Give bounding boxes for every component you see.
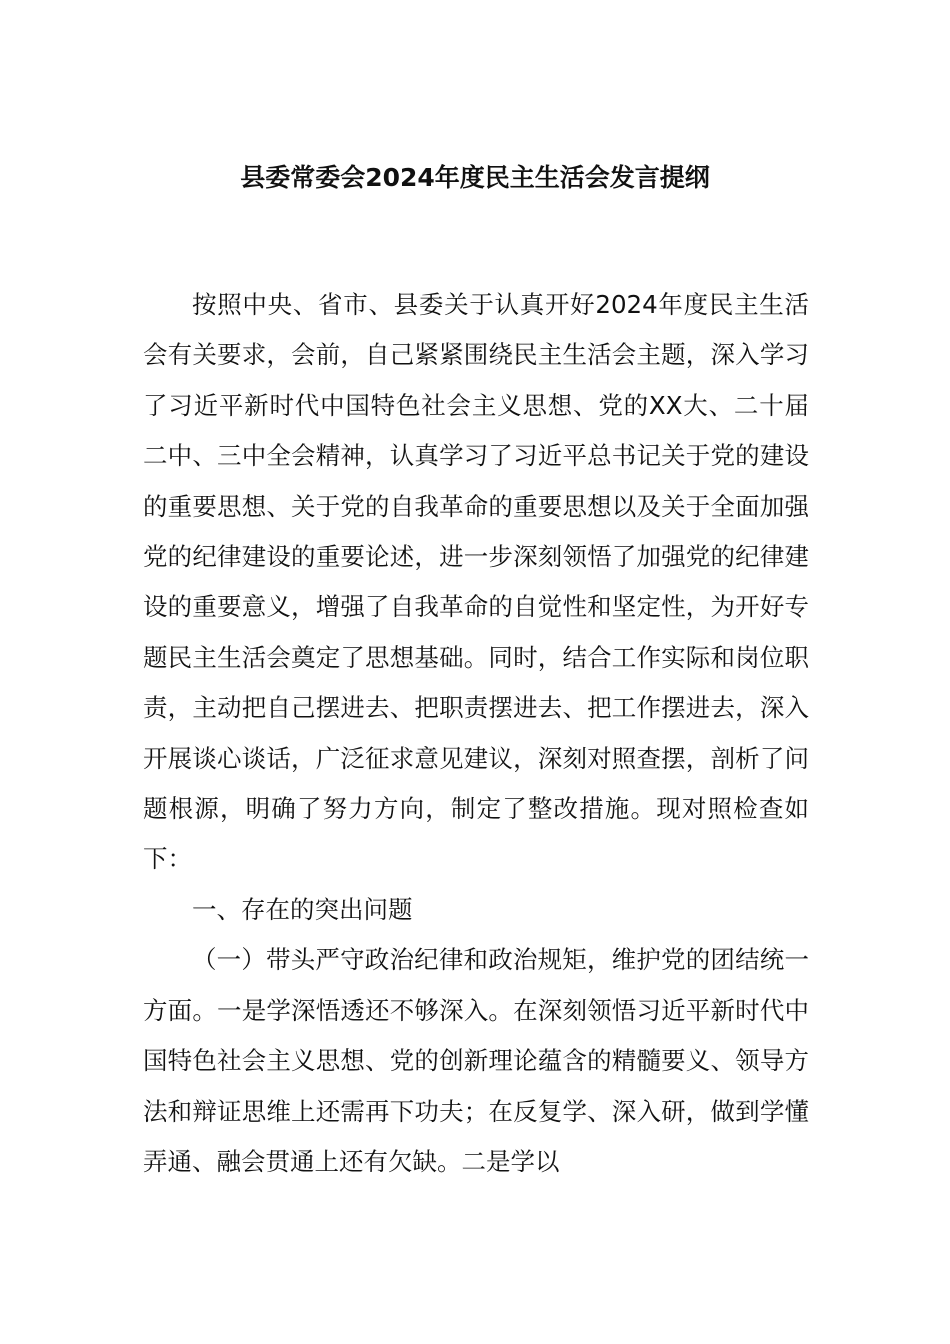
document-title: 县委常委会2024年度民主生活会发言提纲 bbox=[240, 163, 710, 192]
section1-paragraph-1: （一）带头严守政治纪律和政治规矩，维护党的团结统一方面。一是学深悟透还不够深入。在深刻领悟习近平新时代中国特色社会主义思想、党的创新理论蕴含的精髓要义、领导方法和辩证思维上还需再下功夫；在反复学、深入研，做到学懂弄通、融会贯通上还有欠缺。二是学以 bbox=[143, 945, 809, 1176]
intro-paragraph: 按照中央、省市、县委关于认真开好2024年度民主生活会有关要求，会前，自己紧紧围绕民主生活会主题，深入学习了习近平新时代中国特色社会主义思想、党的XX大、二十届二中、三中全会精神，认真学习了习近平总书记关于党的建设的重要思想、关于党的自我革命的重要思想以及关于全面加强党的纪律建设的重要论述，进一步深刻领悟了加强党的纪律建设的重要意义，增强了自我革命的自觉性和坚定性，为开好专题民主生活会奠定了思想基础。同时，结合工作实际和岗位职责，主动把自己摆进去、把职责摆进去、把工作摆进去，深入开展谈心谈话，广泛征求意见建议，深刻对照查摆，剖析了问题根源，明确了努力方向，制定了整改措施。现对照检查如下： bbox=[143, 290, 809, 874]
document-body bbox=[143, 280, 809, 1187]
section-heading-1: 一、存在的突出问题 bbox=[192, 894, 413, 924]
